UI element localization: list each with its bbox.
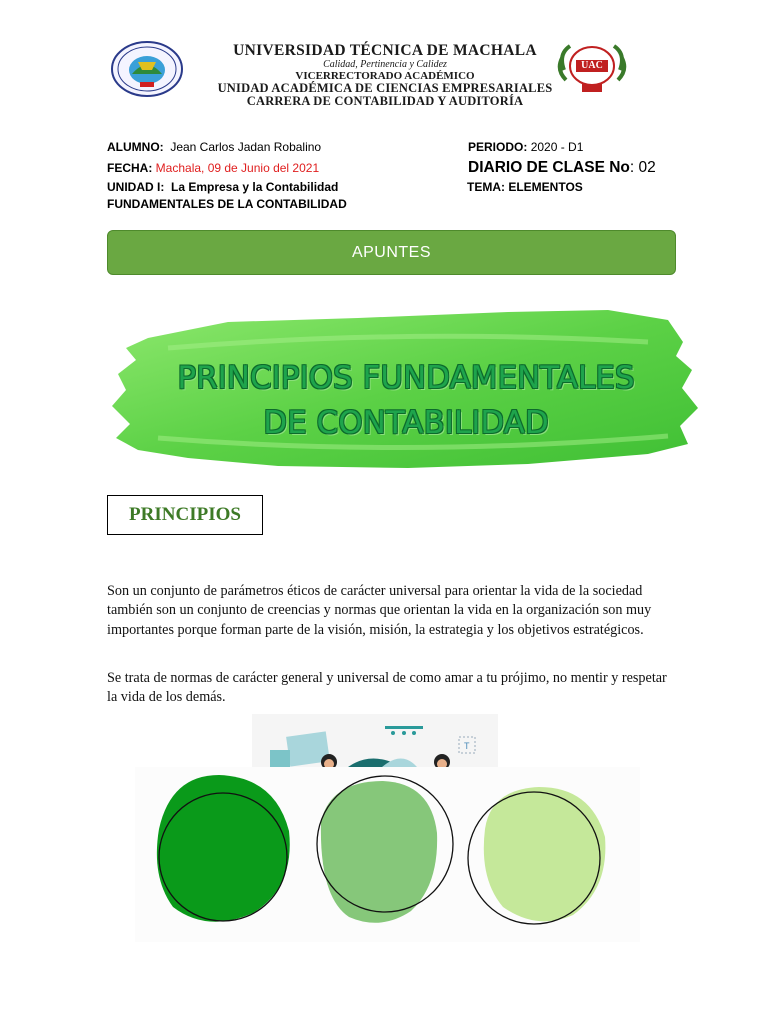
unidad-label: UNIDAD I: [107, 180, 165, 194]
paragraph-1: Son un conjunto de parámetros éticos de carácter universal para orientar la vida de la sociedad también son un conjunto de creencias y normas que orientan la vida en la organización son muy importantes porque forman parte de la visión, misión, la estrategia y los objetivos estratégicos. [107, 583, 652, 638]
banner-line-2: DE CONTABILIDAD [263, 405, 549, 441]
banner-title [108, 356, 704, 446]
header-block [180, 42, 590, 108]
periodo-row [468, 140, 583, 154]
fecha-label: FECHA: [107, 161, 153, 175]
uac-crest-icon [556, 40, 628, 98]
university-name: UNIVERSIDAD TÉCNICA DE MACHALA [233, 42, 537, 59]
paragraph-2: Se trata de normas de carácter general y universal de como amar a tu prójimo, no mentir y respetar la vida de los demás. [107, 670, 667, 706]
vicerrectorado: VICERRECTORADO ACADÉMICO [295, 70, 475, 82]
fundamentales-row [107, 197, 347, 211]
three-circles-icon [135, 767, 640, 942]
unidad-row [107, 180, 338, 194]
unidad-value: La Empresa y la Contabilidad [171, 180, 339, 194]
fundamentales-text: FUNDAMENTALES DE LA CONTABILIDAD [107, 197, 347, 211]
people-illustration-icon [252, 714, 498, 767]
periodo-value: 2020 - D1 [530, 140, 584, 154]
banner-line-1: PRINCIPIOS FUNDAMENTALES [177, 360, 635, 396]
section-title-box: PRINCIPIOS [107, 495, 263, 535]
unidad-academica: UNIDAD ACADÉMICA DE CIENCIAS EMPRESARIALES [217, 81, 553, 95]
utmach-seal-icon [110, 40, 184, 98]
diario-row [468, 159, 656, 177]
alumno-value: Jean Carlos Jadan Robalino [170, 140, 322, 154]
carrera: CARRERA DE CONTABILIDAD Y AUDITORÍA [246, 94, 524, 108]
tema-row [467, 180, 583, 194]
fecha-value: Machala, 09 de Junio del 2021 [155, 161, 320, 175]
tema-label: TEMA: ELEMENTOS [467, 180, 583, 194]
alumno-label: ALUMNO: [107, 140, 164, 154]
diario-label: DIARIO DE CLASE No [468, 159, 630, 176]
uac-crest-text: UAC [581, 60, 603, 71]
periodo-label: PERIODO: [468, 140, 528, 154]
alumno-row [107, 140, 321, 154]
university-motto: Calidad, Pertinencia y Calidez [323, 59, 447, 70]
svg-text:T: T [464, 741, 470, 751]
fecha-row [107, 161, 319, 175]
diario-value: : 02 [629, 159, 656, 176]
apuntes-bar: APUNTES [107, 230, 676, 275]
